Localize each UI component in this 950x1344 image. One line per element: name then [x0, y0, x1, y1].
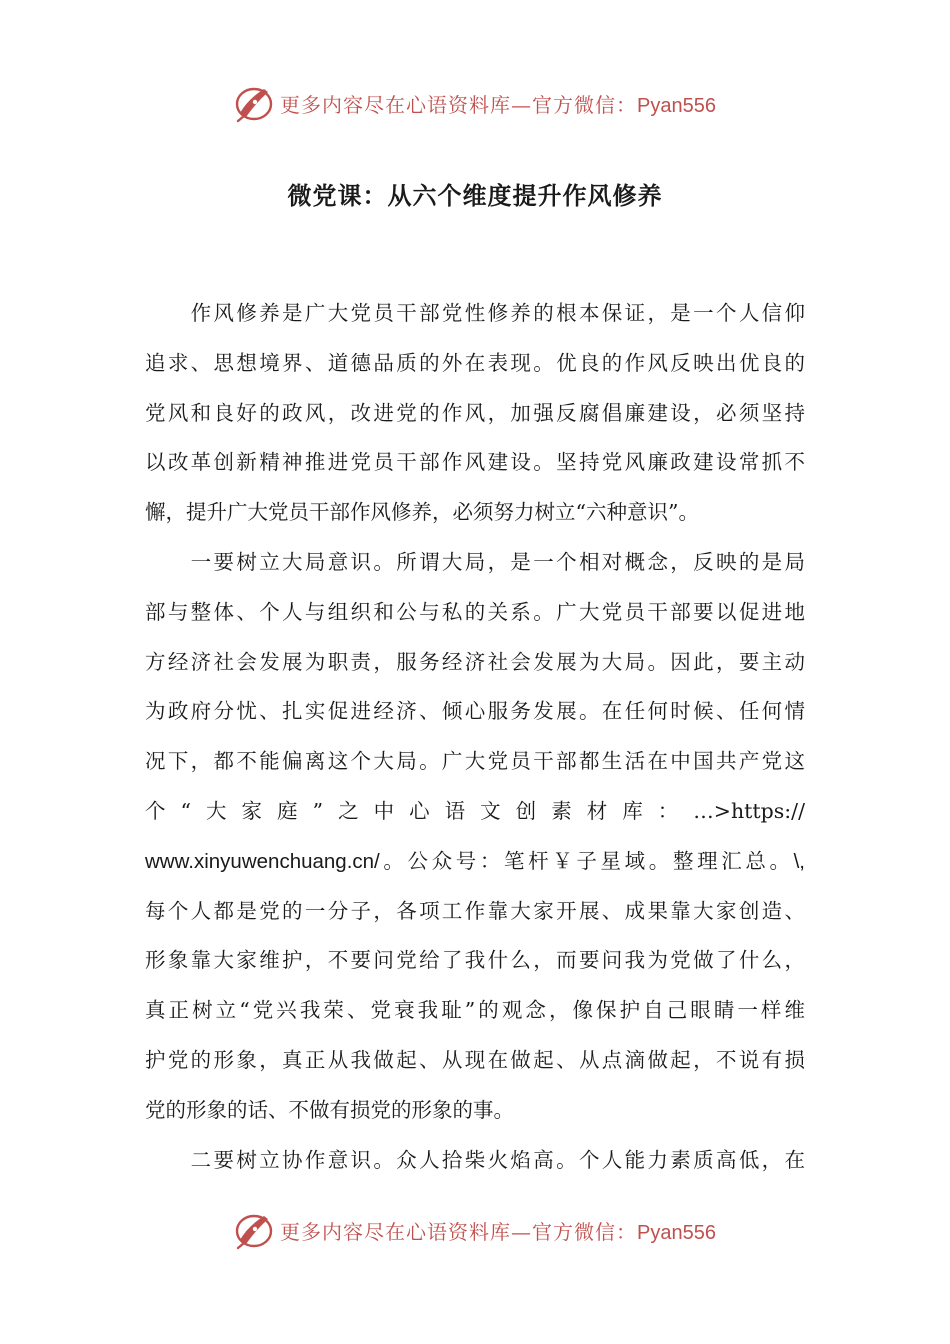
paragraph	[145, 289, 805, 538]
text-line: 党的形象的话、不做有损党的形象的事。	[145, 1097, 514, 1122]
pen-nib-logo-icon	[234, 83, 274, 123]
text-line: 懈，提升广大党员干部作风修养，必须努力树立“六种意识”。	[145, 500, 699, 525]
text-line: www.xinyuwenchuang.cn/。公众号：笔杆￥子星域。整理汇总。\,	[145, 849, 805, 873]
header-banner-text: 更多内容尽在心语资料库—官方微信：Pyan556	[280, 92, 716, 117]
text-line: 以改革创新精神推进党员干部作风建设。坚持党风廉政建设常抓不	[145, 450, 805, 475]
page-title: 微党课：从六个维度提升作风修养	[287, 182, 663, 210]
footer-banner-text: 更多内容尽在心语资料库—官方微信：Pyan556	[280, 1219, 716, 1244]
text-line: 每个人都是党的一分子，各项工作靠大家开展、成果靠大家创造、	[145, 898, 805, 923]
text-line: 追求、思想境界、道德品质的外在表现。优良的作风反映出优良的	[145, 350, 805, 375]
header-banner	[0, 78, 950, 128]
footer-banner	[0, 1205, 950, 1255]
header-wechat-id: Pyan556	[637, 94, 716, 117]
text-line: 况下，都不能偏离这个大局。广大党员干部都生活在中国共产党这	[145, 749, 805, 774]
text-line: 二要树立协作意识。众人拾柴火焰高。个人能力素质高低，在	[145, 1147, 805, 1172]
text-line: 护党的形象，真正从我做起、从现在做起、从点滴做起，不说有损	[145, 1047, 805, 1072]
pen-nib-logo-icon	[234, 1210, 274, 1250]
text-line: 形象靠大家维护，不要问党给了我什么，而要问我为党做了什么，	[145, 948, 805, 973]
paragraph	[145, 538, 805, 1136]
text-line: 方经济社会发展为职责，服务经济社会发展为大局。因此，要主动	[145, 649, 805, 674]
text-line: 真正树立“党兴我荣、党衰我耻”的观念，像保护自己眼睛一样维	[145, 998, 805, 1023]
document-body	[145, 289, 805, 1185]
footer-wechat-id: Pyan556	[637, 1221, 716, 1244]
text-line: 为政府分忧、扎实促进经济、倾心服务发展。在任何时候、任何情	[145, 699, 805, 724]
text-line: 作风修养是广大党员干部党性修养的根本保证，是一个人信仰	[145, 301, 805, 325]
text-line: 党风和良好的政风，改进党的作风，加强反腐倡廉建设，必须坚持	[145, 400, 805, 425]
paragraph	[145, 1136, 805, 1186]
text-line: 部与整体、个人与组织和公与私的关系。广大党员干部要以促进地	[145, 599, 805, 624]
text-line: 一要树立大局意识。所谓大局，是一个相对概念，反映的是局	[145, 549, 805, 574]
text-line: 个“大家庭”之中心语文创素材库：…>https://	[145, 798, 805, 823]
